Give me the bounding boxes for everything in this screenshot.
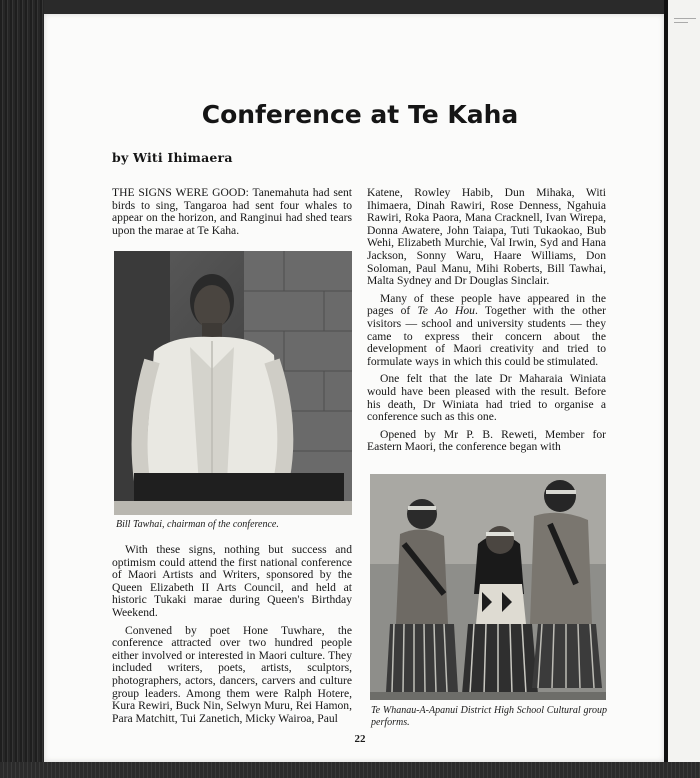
paragraph-2: With these signs, nothing but success and optimism could attend the first national conference of Maori Artists and Writers, sponsored by the Queen Elizabeth II Arts Council, and held at historic Tukaki marae during Queen's Birthday Weekend. [112, 543, 352, 619]
right-column-body [367, 187, 606, 459]
article-byline: by Witi Ihimaera [112, 150, 233, 165]
article-title: Conference at Te Kaha [201, 100, 519, 129]
paragraph-3: Convened by poet Hone Tuwhare, the conference attracted over two hundred people either involved or interested in Maori culture. They included writers, poets, artists, sculptors, photographers, actors, dancers, carvers and culture group leaders. Among them were Ralph Hotere, Kura Rewiri, Buck Nin, Selwyn Muru, Rei Hamon, Para Matchitt, Tui Zanetich, Micky Wairoa, Paul [112, 623, 352, 725]
paragraph-4 [367, 293, 606, 369]
page-number: 22 [354, 733, 366, 745]
lead-paragraph [112, 187, 352, 237]
left-column-intro [112, 187, 352, 242]
scan-mark [674, 18, 696, 19]
photo-bill-tawhai [114, 251, 352, 515]
paragraph-continuation: Katene, Rowley Habib, Dun Mihaka, Witi Ihimaera, Dinah Rawiri, Rose Denness, Ngahuia Rawiri, Roka Paora, Mana Cracknell, Ivan Wirepa, Donna Awatere, John Taiapa, Tuti Tukaokao, Bub Wehi, Elizabeth Murchie, Val Irwin, Syd and Hana Jackson, Sonny Waru, Haare Williams, Don Soloman, Paul Manu, Mihi Roberts, Bill Tawhai, Malta Sydney and Dr Douglas Sinclair. [367, 186, 606, 288]
paragraph-6: Opened by Mr P. B. Reweti, Member for Eastern Maori, the conference began with [367, 427, 606, 454]
magazine-title: Te Ao Hou [417, 304, 475, 318]
scan-mark [674, 22, 688, 23]
group-photo [370, 474, 606, 700]
scan-bottom-border [0, 762, 700, 778]
photo-caption-right: Te Whanau-A-Apanui District High School Cultural group performs. [371, 705, 607, 728]
paragraph-4-text-a: Many of these people have appeared in the pages of [367, 291, 606, 318]
portrait-photo [114, 251, 352, 515]
left-column-body [112, 544, 352, 730]
photo-caption-left: Bill Tawhai, chairman of the conference. [116, 519, 279, 530]
lead-caps: THE SIGNS WERE GOOD: [112, 186, 249, 199]
paragraph-5: One felt that the late Dr Maharaia Winiata would have been pleased with the result. Before his death, Dr Winiata had tried to organise a conference such as this one. [367, 372, 606, 424]
paragraph-4-text-b: . Together with the other visitors — school and university students — they came to express their concern about the development of Maori creativity and tried to formulate ways in which this could be stimulated. [367, 304, 606, 368]
lead-text: Tanemahuta had sent birds to sing, Tangaroa had sent four whales to appear on the horizon, and Ranginui had shed tears upon the marae at Te Kaha. [112, 186, 352, 237]
photo-cultural-group [370, 474, 606, 700]
